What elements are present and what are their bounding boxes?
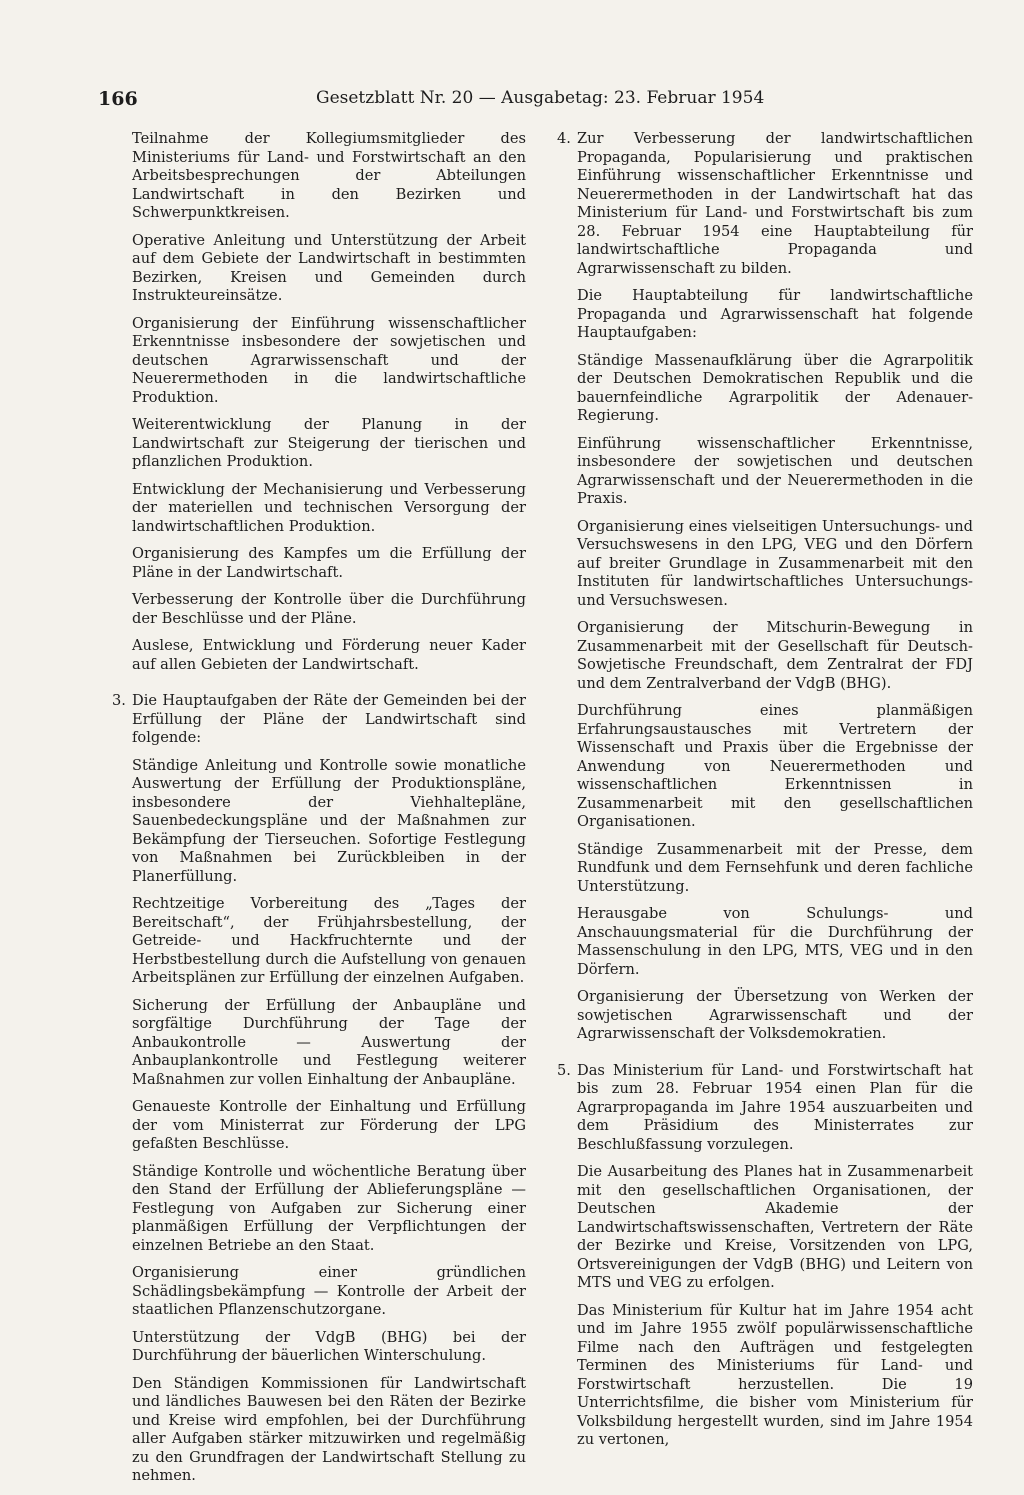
paragraph: Die Ausarbeitung des Planes hat in Zusammenarbeit mit den gesellschaftlichen Organisationen, der Deutschen Akademie der Landwirtschaftswissenschaften, Vertretern der Räte der Bezirke und Kreise, Vorsitzenden von LPG, Ortsvereinigungen der VdgB (BHG) und Leitern von MTS und VEG zu erfolgen. [577, 1163, 973, 1291]
item-number: 5. [557, 1061, 571, 1079]
paragraph: Die Hauptabteilung für landwirtschaftliche Propaganda und Agrarwissenschaft hat folgende Hauptaufgaben: [577, 287, 973, 341]
paragraph: Verbesserung der Kontrolle über die Durchführung der Beschlüsse und der Pläne. [132, 591, 526, 627]
paragraph: Organisierung eines vielseitigen Untersuchungs- und Versuchswesens in den LPG, VEG und den Dörfern auf breiter Grundlage in Zusammenarbeit mit den Instituten für landwirtschaftliches Untersuchungs- und Versuchswesen. [577, 517, 973, 609]
paragraph: Ständige Kontrolle und wöchentliche Beratung über den Stand der Erfüllung der Ablieferungspläne — Festlegung von Aufgaben zur Sicherung einer planmäßigen Erfüllung der Verpflichtungen der einzelnen Betriebe an den Staat. [132, 1162, 526, 1254]
item-lead: Die Hauptaufgaben der Räte der Gemeinden bei der Erfüllung der Pläne der Landwirtschaft sind folgende: [132, 692, 526, 746]
paragraph: Entwicklung der Mechanisierung und Verbesserung der materiellen und technischen Versorgung der landwirtschaftlichen Produktion. [132, 480, 526, 535]
right-column [557, 130, 973, 1459]
paragraph: Operative Anleitung und Unterstützung der Arbeit auf dem Gebiete der Landwirtschaft in bestimmten Bezirken, Kreisen und Gemeinden durch Instrukteureinsätze. [132, 231, 526, 304]
paragraph: Auslese, Entwicklung und Förderung neuer Kader auf allen Gebieten der Landwirtschaft. [132, 637, 526, 673]
paragraph: Durchführung eines planmäßigen Erfahrungsaustausches mit Vertretern der Wissenschaft und Praxis über die Ergebnisse der Anwendung von Neuerermethoden und wissenschaftlichen Erkenntnissen in Zusammenarbeit mit den gesellschaftlichen Organisationen. [577, 702, 973, 830]
paragraph: Ständige Massenaufklärung über die Agrarpolitik der Deutschen Demokratischen Republik und die bauernfeindliche Agrarpolitik der Adenauer-Regierung. [577, 351, 973, 424]
paragraph: Ständige Zusammenarbeit mit der Presse, dem Rundfunk und dem Fernsehfunk und deren fachliche Unterstützung. [577, 840, 973, 895]
paragraph: Einführung wissenschaftlicher Erkenntnisse, insbesondere der sowjetischen und deutschen Agrarwissenschaft und der Neuerermethoden in die Praxis. [577, 434, 973, 507]
page-header [0, 88, 1024, 112]
paragraph: Unterstützung der VdgB (BHG) bei der Durchführung der bäuerlichen Winterschulung. [132, 1328, 526, 1364]
paragraph: Rechtzeitige Vorbereitung des „Tages der Bereitschaft“, der Frühjahrsbestellung, der Getreide- und Hackfruchternte und der Herbstbestellung durch die Aufstellung von genauen Arbeitsplänen zur Erfüllung der einzelnen Aufgaben. [132, 895, 526, 986]
paragraph: Ständige Anleitung und Kontrolle sowie monatliche Auswertung der Erfüllung der Produktionspläne, insbesondere der Viehhaltepläne, Sauenbedeckungspläne und der Maßnahmen zur Bekämpfung der Tierseuchen. Sofortige Festlegung von Maßnahmen bei Zurückbleiben in der Planerfüllung. [132, 756, 526, 885]
numbered-item-4 [557, 130, 973, 1044]
paragraph: Organisierung einer gründlichen Schädlingsbekämpfung — Kontrolle der Arbeit der staatlichen Pflanzenschutzorgane. [132, 1264, 526, 1318]
intro-list [112, 130, 526, 674]
paragraph: Organisierung der Mitschurin-Bewegung in Zusammenarbeit mit der Gesellschaft für Deutsch-Sowjetische Freundschaft, dem Zentralrat der FDJ und dem Zentralverband der VdgB (BHG). [577, 619, 973, 692]
left-column [112, 130, 526, 1495]
numbered-item-3 [112, 692, 526, 1486]
paragraph: Das Ministerium für Kultur hat im Jahre 1954 acht und im Jahre 1955 zwölf populärwissenschaftliche Filme nach den Aufträgen und festgelegten Terminen des Ministeriums für Land- und Forstwirtschaft herzustellen. Die 19 Unterrichtsfilme, die bisher vom Ministerium für Volksbildung hergestellt wurden, sind im Jahre 1954 zu vertonen, [577, 1301, 973, 1448]
paragraph: Organisierung der Einführung wissenschaftlicher Erkenntnisse insbesondere der sowjetischen und deutschen Agrarwissenschaft und der Neuerermethoden in die landwirtschaftliche Produktion. [132, 314, 526, 406]
paragraph: Organisierung der Übersetzung von Werken der sowjetischen Agrarwissenschaft und der Agrarwissenschaft der Volksdemokratien. [577, 988, 973, 1042]
paragraph: Weiterentwicklung der Planung in der Landwirtschaft zur Steigerung der tierischen und pflanzlichen Produktion. [132, 416, 526, 470]
paragraph: Den Ständigen Kommissionen für Landwirtschaft und ländliches Bauwesen bei den Räten der Bezirke und Kreise wird empfohlen, bei der Durchführung aller Aufgaben stärker mitzuwirken und regelmäßig zu den Grundfragen der Landwirtschaft Stellung zu nehmen. [132, 1374, 526, 1484]
paragraph: Teilnahme der Kollegiumsmitglieder des Ministeriums für Land- und Forstwirtschaft an den Arbeitsbesprechungen der Abteilungen Landwirtschaft in den Bezirken und Schwerpunktkreisen. [132, 130, 526, 221]
paragraph: Sicherung der Erfüllung der Anbaupläne und sorgfältige Durchführung der Tage der Anbaukontrolle — Auswertung der Anbauplankontrolle und Festlegung weiterer Maßnahmen zur vollen Einhaltung der Anbaupläne. [132, 996, 526, 1088]
item-number: 4. [557, 130, 571, 147]
item-lead: Das Ministerium für Land- und Forstwirtschaft hat bis zum 28. Februar 1954 einen Plan für die Agrarpropaganda im Jahre 1954 auszuarbeiten und dem Präsidium des Ministerrates zur Beschlußfassung vorzulegen. [577, 1061, 973, 1153]
page-number: 166 [98, 88, 138, 110]
item-lead: Zur Verbesserung der landwirtschaftlichen Propaganda, Popularisierung und praktischen Einführung wissenschaftlicher Erkenntnisse und Neuerermethoden in der Landwirtschaft hat das Ministerium für Land- und Forstwirtschaft bis zum 28. Februar 1954 eine Hauptabteilung für landwirtschaftliche Propaganda und Agrarwissenschaft zu bilden. [577, 130, 973, 277]
paragraph: Organisierung des Kampfes um die Erfüllung der Pläne in der Landwirtschaft. [132, 545, 526, 581]
running-title: Gesetzblatt Nr. 20 — Ausgabetag: 23. Februar 1954 [316, 88, 765, 108]
numbered-item-5 [557, 1062, 973, 1450]
item-number: 3. [112, 692, 126, 709]
paragraph: Herausgabe von Schulungs- und Anschauungsmaterial für die Durchführung der Massenschulung in den LPG, MTS, VEG und in den Dörfern. [577, 905, 973, 978]
paragraph: Genaueste Kontrolle der Einhaltung und Erfüllung der vom Ministerrat zur Förderung der LPG gefaßten Beschlüsse. [132, 1098, 526, 1152]
